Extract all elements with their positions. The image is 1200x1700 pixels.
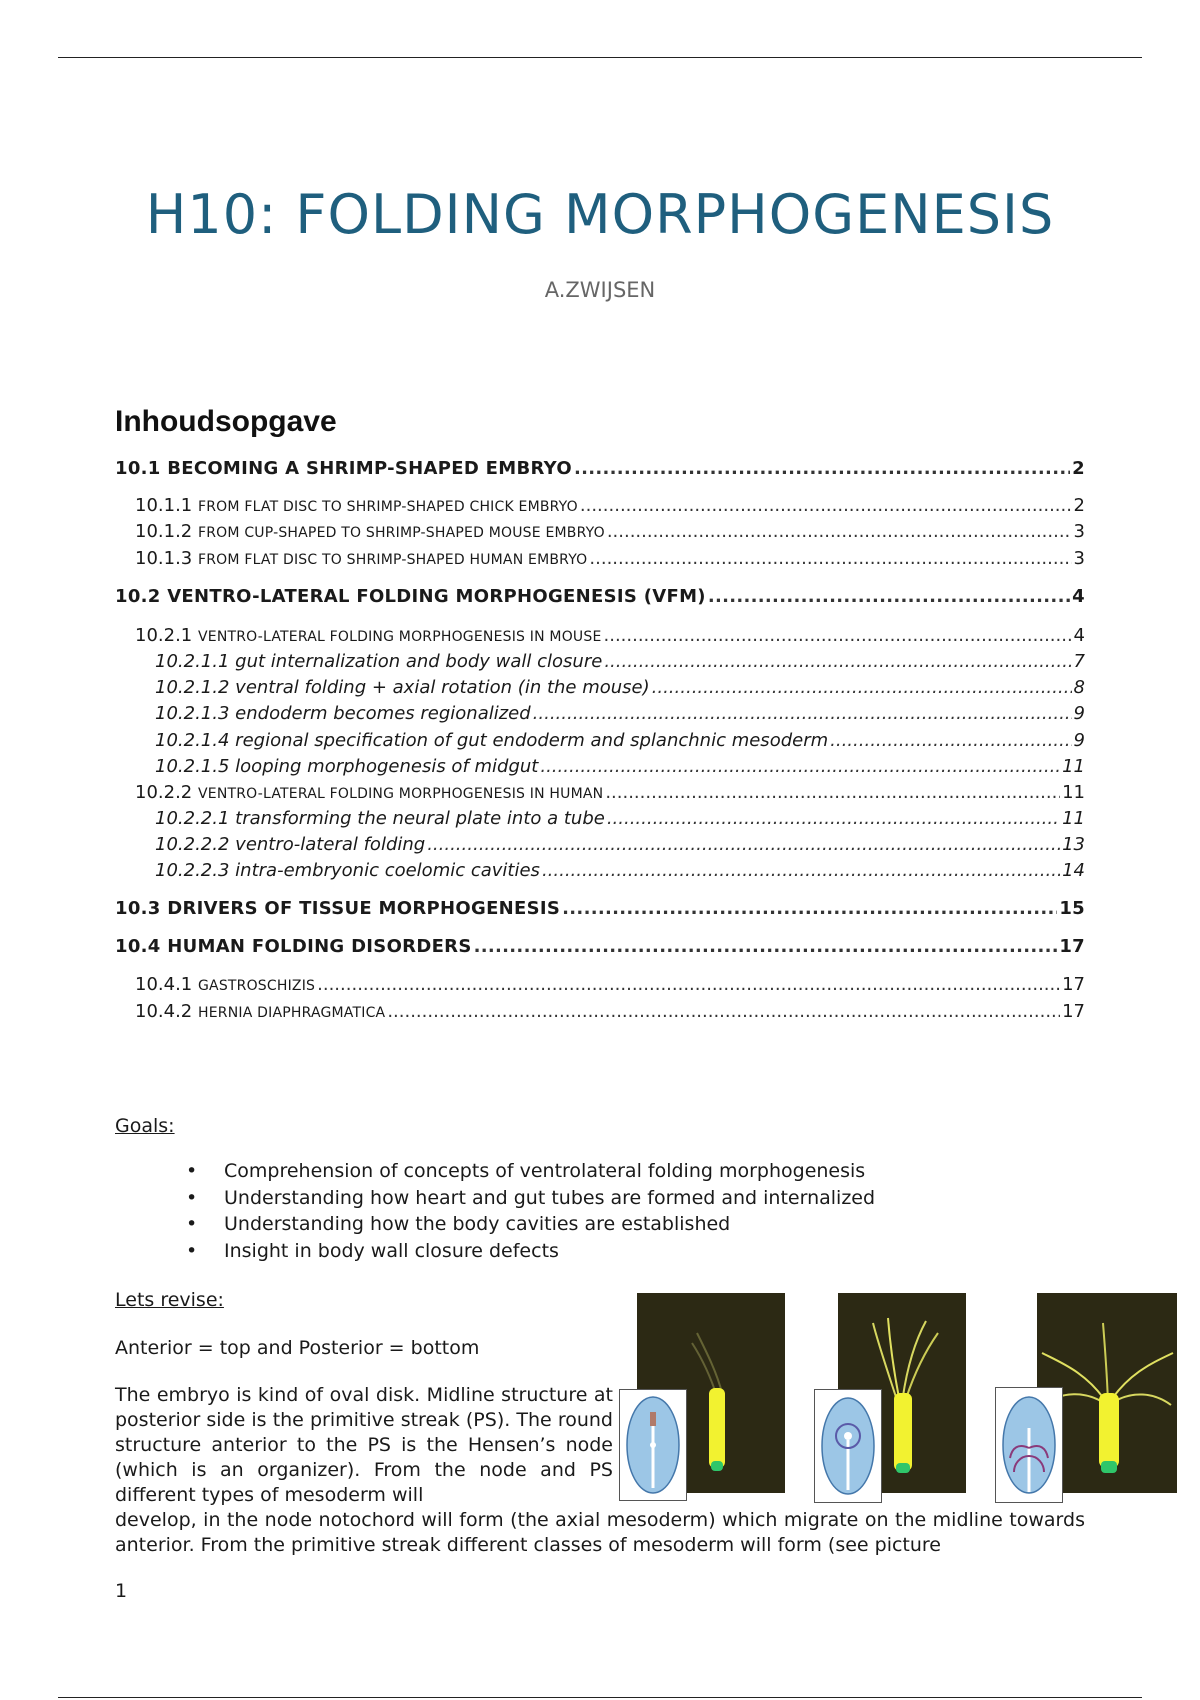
- toc-leader-dots: [830, 730, 1071, 751]
- page-number: 1: [115, 1580, 128, 1602]
- toc-entry-page: 11: [1062, 782, 1085, 803]
- goal-item: • Understanding how the body cavities are established: [180, 1213, 875, 1240]
- toc-entry-number: 10.1.3: [135, 548, 193, 569]
- toc-leader-dots: [604, 651, 1071, 672]
- toc-entry[interactable]: [155, 651, 1085, 672]
- toc-entry-label: [135, 548, 587, 569]
- toc-entry-label: [155, 860, 540, 881]
- toc-entry-label: [135, 974, 315, 995]
- embryo-paragraph: The embryo is kind of oval disk. Midline structure at posterior side is the primitive streak (PS). The round structure anterior to the PS is the Hensen’s node (which is an organizer). From the node and PS different types of mesoderm will: [115, 1384, 613, 1506]
- toc-entry-number: 10.2.1.3: [155, 703, 230, 724]
- toc-entry[interactable]: [135, 495, 1085, 516]
- toc-entry-number: 10.4: [115, 936, 161, 957]
- toc-entry[interactable]: [115, 586, 1085, 607]
- toc-entry-label: [115, 936, 472, 957]
- toc-entry-number: 10.2.2.1: [155, 808, 230, 829]
- toc-entry-text: HUMAN FOLDING DISORDERS: [167, 936, 472, 957]
- toc-entry-page: 2: [1072, 458, 1085, 479]
- toc-entry-label: [155, 756, 538, 777]
- toc-leader-dots: [589, 548, 1071, 569]
- toc-entry-text: transforming the neural plate into a tube: [235, 808, 605, 829]
- toc-entry-page: 9: [1073, 703, 1085, 724]
- mesoderm-paragraph: develop, in the node notochord will form (the axial mesoderm) which migrate on the midline towards anterior. From the primitive streak different classes of mesoderm will form (see picture: [115, 1509, 1085, 1556]
- toc-entry-text: VENTRO-LATERAL FOLDING MORPHOGENESIS IN HUMAN: [198, 786, 604, 802]
- toc-entry-page: 3: [1073, 548, 1085, 569]
- embryo-schematic-1: [619, 1389, 687, 1501]
- toc-entry-number: 10.2.1.5: [155, 756, 230, 777]
- revise-label: Lets revise:: [115, 1289, 224, 1311]
- toc-leader-dots: [604, 625, 1072, 646]
- toc-entry-page: 17: [1059, 936, 1085, 957]
- toc-entry-number: 10.2: [115, 586, 161, 607]
- goal-item: • Insight in body wall closure defects: [180, 1240, 875, 1267]
- toc-entry-text: intra-embryonic coelomic cavities: [235, 860, 540, 881]
- toc-entry-text: endoderm becomes regionalized: [235, 703, 531, 724]
- toc-entry-page: 14: [1062, 860, 1085, 881]
- orientation-paragraph: Anterior = top and Posterior = bottom: [115, 1337, 480, 1359]
- toc-leader-dots: [317, 974, 1060, 995]
- header-rule: [58, 57, 1142, 58]
- toc-entry-number: 10.2.2.2: [155, 834, 230, 855]
- toc-entry[interactable]: [135, 974, 1085, 995]
- toc-leader-dots: [427, 834, 1060, 855]
- toc-entry-number: 10.2.2.3: [155, 860, 230, 881]
- toc-entry[interactable]: [155, 677, 1085, 698]
- toc-entry-label: [155, 703, 531, 724]
- toc-entry[interactable]: [155, 756, 1085, 777]
- toc-entry[interactable]: [155, 860, 1085, 881]
- toc-entry[interactable]: [155, 808, 1085, 829]
- toc-leader-dots: [607, 808, 1060, 829]
- toc-entry-number: 10.4.1: [135, 974, 193, 995]
- toc-entry[interactable]: [115, 898, 1085, 919]
- embryo-schematic-3: [995, 1387, 1063, 1503]
- toc-entry-label: [155, 730, 828, 751]
- toc-entry-label: [135, 1001, 385, 1022]
- toc-entry-text: FROM FLAT DISC TO SHRIMP-SHAPED CHICK EMBRYO: [198, 499, 578, 515]
- toc-entry-text: VENTRO-LATERAL FOLDING MORPHOGENESIS IN MOUSE: [198, 629, 602, 645]
- document-author: A.ZWIJSEN: [544, 278, 656, 302]
- toc-entry-text: gut internalization and body wall closure: [235, 651, 603, 672]
- toc-entry-text: looping morphogenesis of midgut: [235, 756, 539, 777]
- toc-entry[interactable]: [115, 458, 1085, 479]
- toc-entry-text: FROM CUP-SHAPED TO SHRIMP-SHAPED MOUSE EMBRYO: [198, 525, 605, 541]
- toc-entry-page: 7: [1073, 651, 1085, 672]
- toc-leader-dots: [542, 860, 1060, 881]
- toc-entry-label: [155, 834, 425, 855]
- toc-entry-page: 11: [1062, 756, 1085, 777]
- footer-rule: [58, 1697, 1142, 1698]
- toc-entry[interactable]: [135, 625, 1085, 646]
- toc-entry-page: 11: [1062, 808, 1085, 829]
- toc-entry-page: 13: [1062, 834, 1085, 855]
- toc-entry-page: 17: [1062, 1001, 1085, 1022]
- document-title: H10: FOLDING MORPHOGENESIS: [145, 183, 1055, 246]
- toc-entry[interactable]: [155, 730, 1085, 751]
- toc-entry-text: FROM FLAT DISC TO SHRIMP-SHAPED HUMAN EMBRYO: [198, 552, 588, 568]
- toc-entry-label: [115, 458, 572, 479]
- toc-entry-label: [155, 651, 602, 672]
- toc-leader-dots: [580, 495, 1072, 516]
- toc-entry[interactable]: [115, 936, 1085, 957]
- toc-leader-dots: [387, 1001, 1060, 1022]
- toc-entry-label: [135, 521, 605, 542]
- toc-leader-dots: [574, 458, 1070, 479]
- toc-entry-number: 10.2.2: [135, 782, 193, 803]
- node-rotation-diagram-icon: [815, 1390, 881, 1502]
- toc-entry-label: [135, 782, 603, 803]
- toc-entry-number: 10.1: [115, 458, 161, 479]
- toc-entry-text: HERNIA DIAPHRAGMATICA: [198, 1005, 386, 1021]
- embryo-fluorescence-image-3: [1037, 1293, 1177, 1493]
- toc-leader-dots: [607, 521, 1072, 542]
- toc-entry-number: 10.2.1: [135, 625, 193, 646]
- toc-entry-text: GASTROSCHIZIS: [198, 978, 316, 994]
- toc-entry[interactable]: [135, 548, 1085, 569]
- toc-entry-text: DRIVERS OF TISSUE MORPHOGENESIS: [167, 898, 561, 919]
- toc-entry-number: 10.2.1.1: [155, 651, 230, 672]
- goals-list: [180, 1160, 875, 1266]
- toc-entry-page: 4: [1073, 625, 1085, 646]
- toc-entry-label: [155, 808, 605, 829]
- toc-leader-dots: [652, 677, 1072, 698]
- toc-entry-page: 2: [1073, 495, 1085, 516]
- embryo-fluorescence-image-1: [637, 1293, 785, 1493]
- toc-leader-dots: [605, 782, 1060, 803]
- toc-entry-page: 15: [1059, 898, 1085, 919]
- toc-entry-number: 10.3: [115, 898, 161, 919]
- toc-heading: Inhoudsopgave: [115, 405, 337, 438]
- toc-entry-page: 3: [1073, 521, 1085, 542]
- embryo-fluorescence-image-2: [838, 1293, 966, 1493]
- toc-leader-dots: [540, 756, 1060, 777]
- toc-entry-label: [135, 495, 578, 516]
- toc-entry-label: [135, 625, 602, 646]
- toc-entry[interactable]: [135, 782, 1085, 803]
- goal-item: • Comprehension of concepts of ventrolateral folding morphogenesis: [180, 1160, 875, 1187]
- toc-entry-text: BECOMING A SHRIMP-SHAPED EMBRYO: [167, 458, 572, 479]
- goal-item: • Understanding how heart and gut tubes are formed and internalized: [180, 1187, 875, 1214]
- toc-entry-text: regional specification of gut endoderm and splanchnic mesoderm: [235, 730, 829, 751]
- toc-leader-dots: [562, 898, 1057, 919]
- toc-entry[interactable]: [135, 521, 1085, 542]
- goals-label: Goals:: [115, 1115, 175, 1137]
- toc-leader-dots: [533, 703, 1072, 724]
- toc-leader-dots: [708, 586, 1070, 607]
- toc-entry-label: [115, 898, 560, 919]
- toc-entry-number: 10.2.1.4: [155, 730, 230, 751]
- toc-entry-page: 8: [1073, 677, 1085, 698]
- toc-entry-text: ventral folding + axial rotation (in the mouse): [235, 677, 650, 698]
- streak-diagram-icon: [620, 1390, 686, 1500]
- toc-entry[interactable]: [155, 703, 1085, 724]
- toc-entry-number: 10.1.1: [135, 495, 193, 516]
- toc-entry-page: 9: [1073, 730, 1085, 751]
- toc-leader-dots: [474, 936, 1058, 957]
- toc-entry[interactable]: [155, 834, 1085, 855]
- toc-entry-number: 10.4.2: [135, 1001, 193, 1022]
- toc-entry-text: VENTRO-LATERAL FOLDING MORPHOGENESIS (VFM): [167, 586, 706, 607]
- embryo-schematic-2: [814, 1389, 882, 1503]
- toc-entry-page: 17: [1062, 974, 1085, 995]
- toc-entry-page: 4: [1072, 586, 1085, 607]
- toc-entry[interactable]: [135, 1001, 1085, 1022]
- toc-entry-label: [155, 677, 650, 698]
- toc-entry-text: ventro-lateral folding: [235, 834, 426, 855]
- toc-entry-number: 10.2.1.2: [155, 677, 230, 698]
- toc-entry-number: 10.1.2: [135, 521, 193, 542]
- toc-entry-label: [115, 586, 706, 607]
- mesoderm-migration-diagram-icon: [996, 1388, 1062, 1502]
